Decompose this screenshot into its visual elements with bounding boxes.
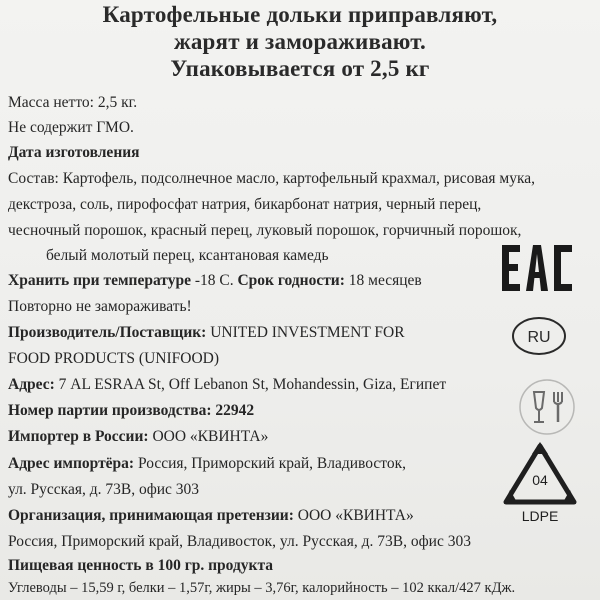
ru-mark [511,316,567,356]
claims-label: Организация, принимающая претензии: [8,507,294,524]
storage-label: Хранить при температуре [8,272,191,289]
importer-label: Импортер в России: [8,428,149,445]
composition-line-4: белый молотый перец, ксантановая камедь [46,247,329,264]
manufacturer-line-1 [8,324,405,342]
importer-line [8,428,268,446]
batch-label: Номер партии производства: [8,402,212,419]
manufacturer-label: Производитель/Поставщик: [8,324,207,341]
recycle-ldpe-icon [500,440,580,526]
storage-line [8,272,422,290]
batch-number: 22942 [211,402,255,419]
refreeze-warning: Повторно не замораживать! [8,298,192,315]
food-safe-icon [510,378,584,436]
net-mass: Масса нетто: 2,5 кг. [8,94,138,111]
shelf-life-value: 18 месяцев [344,272,422,289]
nutrition-label: Пищевая ценность в 100 гр. продукта [8,557,274,574]
importer-address-line-2: ул. Русская, д. 73В, офис 303 [8,481,200,498]
ru-mark-text: RU [527,329,551,346]
manufacturer-value: UNITED INVESTMENT FOR [206,324,405,341]
claims-address-line: Россия, Приморский край, Владивосток, ул. Русская, д. 73В, офис 303 [8,533,471,550]
recycle-material: LDPE [521,508,559,524]
importer-address-label: Адрес импортёра: [8,455,135,472]
claims-value: ООО «КВИНТА» [293,507,414,524]
production-date-label: Дата изготовления [8,144,140,161]
manufacturer-line-2: FOOD PRODUCTS (UNIFOOD) [8,350,219,367]
batch-line [8,402,254,420]
importer-value: ООО «КВИНТА» [148,428,269,445]
importer-address-value: Россия, Приморский край, Владивосток, [134,455,406,472]
address-value: 7 AL ESRAA St, Off Lebanon St, Mohandessin, Giza, Египет [54,376,447,393]
importer-address-line-1 [8,455,406,473]
composition-line-1: Состав: Картофель, подсолнечное масло, картофельный крахмал, рисовая мука, [8,170,536,187]
address-label: Адрес: [8,376,55,393]
claims-line [8,507,414,525]
shelf-life-label: Срок годности: [233,272,345,289]
heading-line-1: Картофельные дольки приправляют, [102,2,498,27]
composition-line-3: чесночный порошок, красный перец, луковый порошок, горчичный порошок, [8,222,522,239]
nutrition-values: Углеводы – 15,59 г, белки – 1,57г, жиры – 3,76г, калорийность – 102 ккал/427 кДж. [8,580,516,596]
gmo-note: Не содержит ГМО. [8,119,134,136]
heading-line-2: жарят и замораживают. [173,29,426,54]
recycle-code: 04 [532,472,548,488]
manufacturer-address-line [8,376,446,394]
storage-temperature: -18 С. [190,272,234,289]
eac-logo [500,242,574,294]
composition-line-2: декстроза, соль, пирофосфат натрия, бикарбонат натрия, черный перец, [8,196,482,213]
heading-line-3: Упаковывается от 2,5 кг [170,56,430,81]
